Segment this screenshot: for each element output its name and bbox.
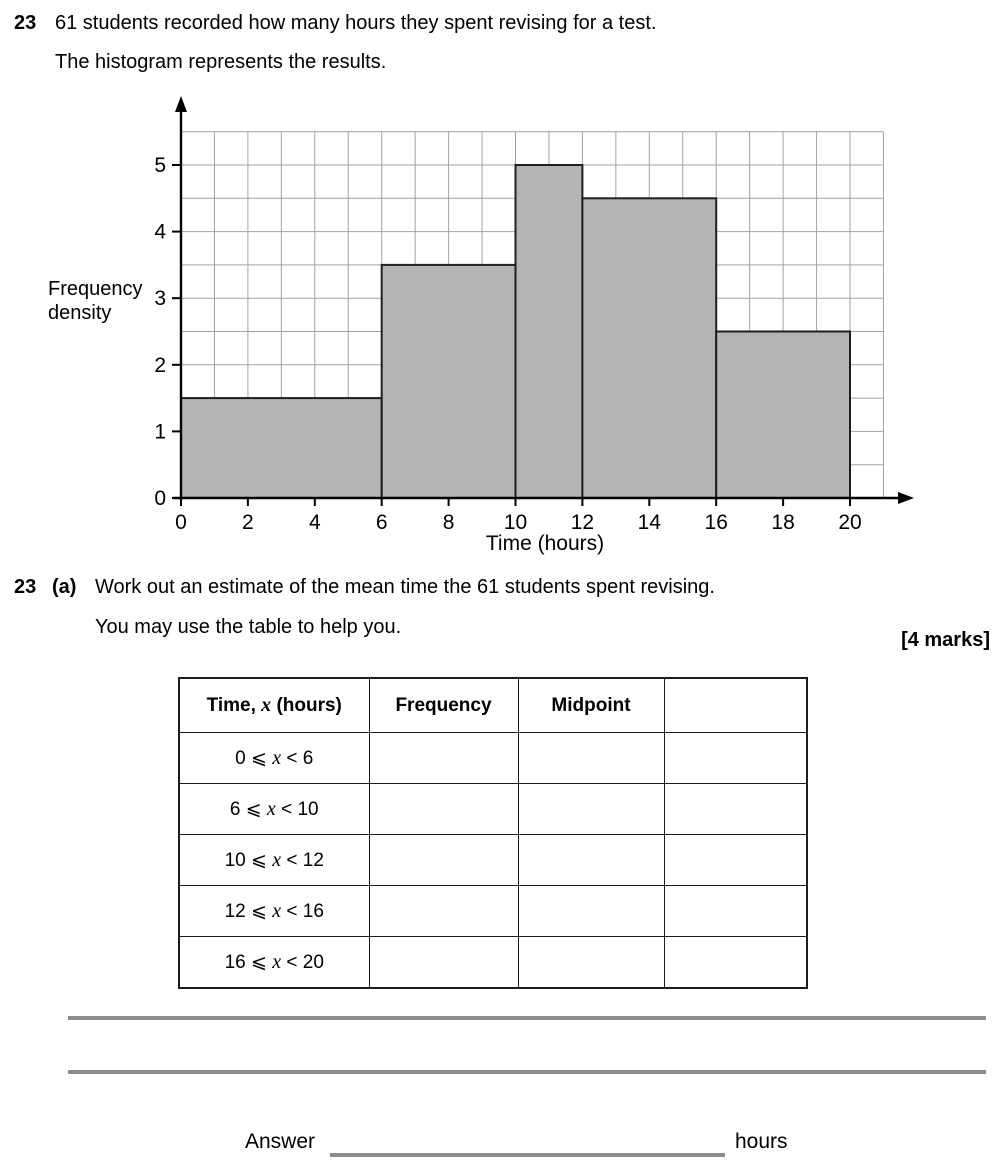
header-time: Time, x (hours): [179, 678, 369, 733]
y-axis-arrow: [175, 96, 187, 112]
frequency-cell: [369, 733, 518, 784]
histogram-bar: [716, 332, 850, 499]
table-row: [179, 733, 807, 784]
answer-label: Answer: [245, 1130, 316, 1153]
header-frequency: Frequency: [369, 678, 518, 733]
interval-10-12: 10 ⩽ x < 12: [179, 835, 369, 886]
interval-16-20: 16 ⩽ x < 20: [179, 937, 369, 989]
y-tick-label: 3: [154, 287, 166, 311]
table-row: [179, 835, 807, 886]
extra-cell: [664, 937, 807, 989]
x-tick-label: 16: [704, 511, 728, 534]
y-tick-label: 1: [154, 420, 166, 444]
table-row: [179, 886, 807, 937]
x-axis-label: Time (hours): [485, 532, 605, 555]
part-a-letter: (a): [52, 576, 77, 598]
histogram-bar: [516, 165, 583, 498]
x-tick-label: 18: [771, 511, 795, 534]
table-header-row: [179, 678, 807, 733]
x-tick-label: 12: [570, 511, 595, 534]
x-tick-label: 6: [375, 511, 388, 534]
x-tick-label: 8: [442, 511, 455, 534]
table-row: [179, 937, 807, 989]
midpoint-cell: [518, 886, 664, 937]
extra-cell: [664, 784, 807, 835]
header-midpoint: Midpoint: [518, 678, 664, 733]
y-tick-label: 5: [154, 154, 166, 177]
working-line: [68, 1070, 986, 1074]
x-tick-label: 4: [308, 511, 321, 534]
histogram-bar: [181, 398, 382, 498]
interval-0-6: 0 ⩽ x < 6: [179, 733, 369, 784]
midpoint-cell: [518, 784, 664, 835]
interval-12-16: 12 ⩽ x < 16: [179, 886, 369, 937]
midpoint-cell: [518, 835, 664, 886]
y-axis-label: Frequency density: [48, 278, 143, 324]
question-number: 23: [14, 12, 37, 34]
extra-cell: [664, 886, 807, 937]
part-a-line-1: Work out an estimate of the mean time the 61 students spent revising.: [95, 576, 715, 598]
part-a-line-2: You may use the table to help you.: [95, 616, 402, 638]
x-axis-arrow: [898, 492, 914, 504]
header-extra: [664, 678, 807, 733]
interval-6-10: 6 ⩽ x < 10: [179, 784, 369, 835]
x-tick-label: 0: [175, 511, 187, 534]
histogram-chart: [0, 90, 940, 565]
answer-line: [330, 1153, 725, 1157]
question-line-2: The histogram represents the results.: [55, 51, 387, 73]
y-tick-label: 2: [154, 353, 166, 377]
x-tick-label: 14: [637, 511, 661, 534]
extra-cell: [664, 733, 807, 784]
frequency-cell: [369, 835, 518, 886]
table-row: [179, 784, 807, 835]
extra-cell: [664, 835, 807, 886]
x-tick-label: 2: [242, 511, 254, 534]
midpoint-cell: [518, 733, 664, 784]
answer-unit: hours: [735, 1130, 788, 1153]
working-line: [68, 1016, 986, 1020]
frequency-cell: [369, 784, 518, 835]
part-a-question-number: 23: [14, 576, 37, 598]
y-tick-label: 4: [154, 220, 166, 244]
frequency-table: [178, 677, 808, 989]
x-tick-label: 20: [838, 511, 862, 534]
question-line-1: 61 students recorded how many hours they spent revising for a test.: [55, 12, 657, 34]
marks-badge: [4 marks]: [901, 629, 990, 651]
x-tick-label: 10: [503, 511, 528, 534]
frequency-cell: [369, 886, 518, 937]
frequency-cell: [369, 937, 518, 989]
histogram-bar: [582, 198, 716, 498]
midpoint-cell: [518, 937, 664, 989]
histogram-bar: [382, 265, 516, 498]
y-tick-label: 0: [154, 487, 166, 510]
